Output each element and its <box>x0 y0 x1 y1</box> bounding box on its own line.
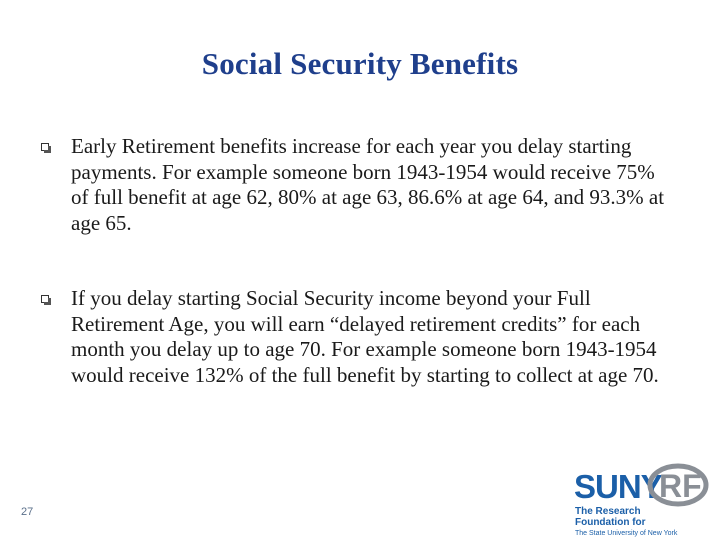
logo-line-3: The State University of New York <box>575 530 678 537</box>
square-bullet-icon <box>41 295 49 303</box>
slide-title: Social Security Benefits <box>201 46 519 81</box>
logo-line-2: Foundation for <box>575 517 646 528</box>
bullet-text: If you delay starting Social Security income beyond your Full Retirement Age, you will earn “delayed retirement credits” for each month you delay up to age 70. For example someone born 1943-1954 would receive 132% of the full benefit by starting to collect at age 70. <box>71 286 659 387</box>
logo-line-1: The Research <box>575 506 641 517</box>
bullet-text: Early Retirement benefits increase for each year you delay starting payments. For example someone born 1943-1954 would receive 75% of full benefit at age 62, 80% at age 63, 86.6% at age 64, and 93.3% at age 65. <box>71 134 665 235</box>
logo-suny-text: SUNY <box>574 468 662 505</box>
square-bullet-icon <box>41 143 49 151</box>
suny-rf-logo <box>572 462 712 538</box>
logo-rf-text: RF <box>659 468 702 504</box>
page-number: 27 <box>21 506 34 518</box>
